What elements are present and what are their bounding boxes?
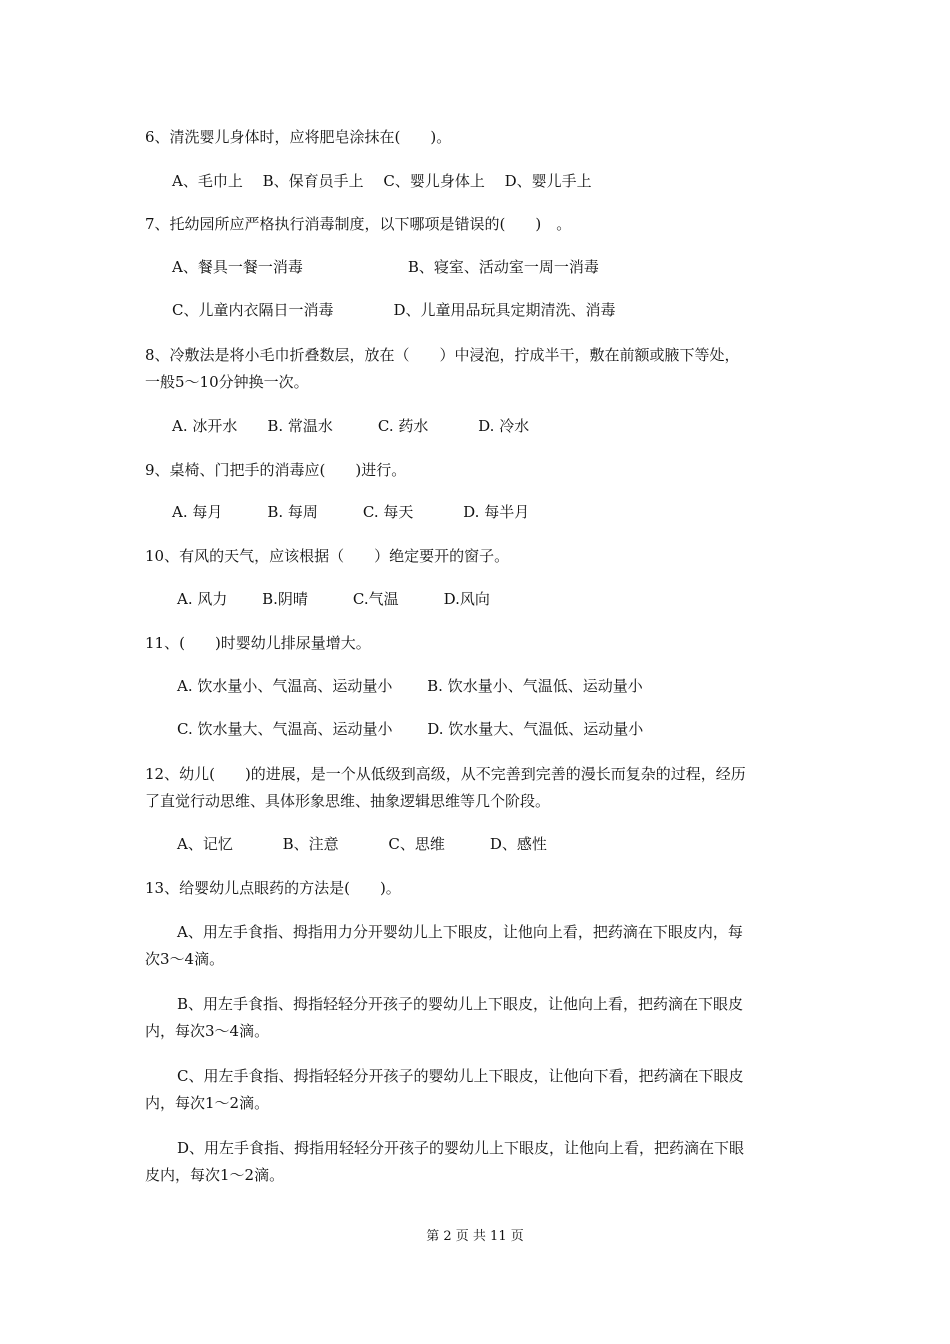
question-13-option-d-line1: D、用左手食指、拇指用轻轻分开孩子的婴幼儿上下眼皮，让他向上看，把药滴在下眼	[177, 1139, 745, 1157]
question-11-options-row2: C. 饮水量大、气温高、运动量小 D. 饮水量大、气温低、运动量小	[177, 720, 644, 738]
question-9-stem: 9、桌椅、门把手的消毒应( )进行。	[145, 461, 407, 479]
question-7-options-row1: A、餐具一餐一消毒 B、寝室、活动室一周一消毒	[172, 258, 599, 276]
question-12-stem-line2: 了直觉行动思维、具体形象思维、抽象逻辑思维等几个阶段。	[145, 792, 551, 810]
question-13-option-c-line1: C、用左手食指、拇指轻轻分开孩子的婴幼儿上下眼皮，让他向下看，把药滴在下眼皮	[177, 1067, 744, 1085]
question-10-options: A. 风力 B.阴晴 C.气温 D.风向	[177, 590, 490, 608]
question-11-options-row1: A. 饮水量小、气温高、运动量小 B. 饮水量小、气温低、运动量小	[177, 677, 643, 695]
page-footer: 第 2 页 共 11 页	[426, 1229, 524, 1244]
question-6-stem: 6、清洗婴儿身体时，应将肥皂涂抹在( )。	[145, 128, 452, 146]
question-13-option-a-line2: 次3～4滴。	[145, 950, 225, 968]
question-13-option-b-line1: B、用左手食指、拇指轻轻分开孩子的婴幼儿上下眼皮，让他向上看，把药滴在下眼皮	[177, 995, 744, 1013]
question-12-options: A、记忆 B、注意 C、思维 D、感性	[177, 835, 547, 853]
question-13-option-d-line2: 皮内，每次1～2滴。	[145, 1166, 285, 1184]
question-8-stem-line1: 8、冷敷法是将小毛巾折叠数层，放在（ ）中浸泡，拧成半干，敷在前额或腋下等处，	[145, 346, 740, 364]
question-11-stem: 11、( )时婴幼儿排尿量增大。	[145, 634, 371, 652]
question-13-stem: 13、给婴幼儿点眼药的方法是( )。	[145, 879, 401, 897]
question-8-options: A. 冰开水 B. 常温水 C. 药水 D. 冷水	[172, 417, 530, 435]
question-7-stem: 7、托幼园所应严格执行消毒制度，以下哪项是错误的( ) 。	[145, 215, 572, 233]
question-6-options: A、毛巾上 B、保育员手上 C、婴儿身体上 D、婴儿手上	[172, 172, 592, 190]
question-12-stem-line1: 12、幼儿( )的进展，是一个从低级到高级，从不完善到完善的漫长而复杂的过程，经历	[145, 765, 746, 783]
question-8-stem-line2: 一般5～10分钟换一次。	[145, 373, 309, 391]
question-13-option-b-line2: 内，每次3～4滴。	[145, 1022, 270, 1040]
question-9-options: A. 每月 B. 每周 C. 每天 D. 每半月	[172, 503, 530, 521]
question-13-option-a-line1: A、用左手食指、拇指用力分开婴幼儿上下眼皮，让他向上看，把药滴在下眼皮内，每	[177, 923, 743, 941]
question-10-stem: 10、有风的天气，应该根据（ ）绝定要开的窗子。	[145, 547, 510, 565]
question-7-options-row2: C、儿童内衣隔日一消毒 D、儿童用品玩具定期清洗、消毒	[172, 301, 616, 319]
question-13-option-c-line2: 内，每次1～2滴。	[145, 1094, 270, 1112]
